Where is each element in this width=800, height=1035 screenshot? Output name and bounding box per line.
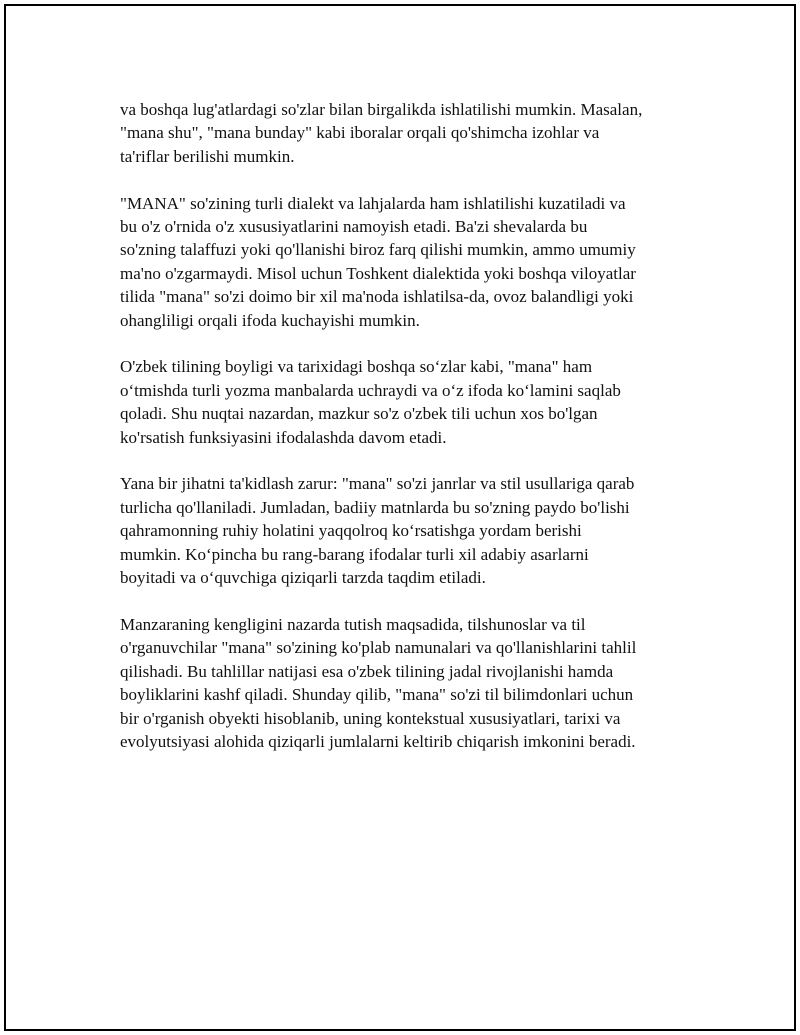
text-line: bu o'z o'rnida o'z xususiyatlarini namoyish etadi. Ba'zi shevalarda bu	[120, 217, 588, 237]
text-line: so'zning talaffuzi yoki qo'llanishi biroz farq qilishi mumkin, ammo umumiy	[120, 240, 636, 260]
paragraph	[120, 98, 700, 168]
document-body	[120, 98, 700, 777]
text-line: tilida "mana" so'zi doimo bir xil ma'noda ishlatilsa-da, ovoz balandligi yoki	[120, 287, 634, 307]
paragraph	[120, 472, 700, 589]
text-line: Yana bir jihatni ta'kidlash zarur: "mana" so'zi janrlar va stil usullariga qarab	[120, 474, 635, 494]
text-line: Manzaraning kengligini nazarda tutish maqsadida, tilshunoslar va til	[120, 614, 586, 634]
text-line: boyliklarini kashf qiladi. Shunday qilib, "mana" so'zi til bilimdonlari uchun	[120, 685, 634, 705]
text-line: va boshqa lug'atlardagi so'zlar bilan birgalikda ishlatilishi mumkin. Masalan,	[120, 100, 643, 119]
text-line: boyitadi va o‘quvchiga qiziqarli tarzda taqdim etiladi.	[120, 568, 486, 588]
text-line: qilishadi. Bu tahlillar natijasi esa o'zbek tilining jadal rivojlanishi hamda	[120, 661, 614, 681]
text-line: "mana shu", "mana bunday" kabi iboralar orqali qo'shimcha izohlar va	[120, 123, 600, 143]
text-line: ma'no o'zgarmaydi. Misol uchun Toshkent dialektida yoki boshqa viloyatlar	[120, 263, 636, 283]
text-line: o‘tmishda turli yozma manbalarda uchraydi va o‘z ifoda ko‘lamini saqlab	[120, 380, 621, 400]
paragraph	[120, 192, 700, 332]
text-line: mumkin. Ko‘pincha bu rang-barang ifodalar turli xil adabiy asarlarni	[120, 544, 589, 564]
text-line: ohangliligi orqali ifoda kuchayishi mumkin.	[120, 310, 420, 330]
text-line: ta'riflar berilishi mumkin.	[120, 146, 295, 166]
paragraph	[120, 613, 700, 753]
text-line: ko'rsatish funksiyasini ifodalashda davom etadi.	[120, 427, 447, 447]
text-line: O'zbek tilining boyligi va tarixidagi boshqa so‘zlar kabi, "mana" ham	[120, 357, 593, 377]
paragraph	[120, 355, 700, 449]
text-line: qahramonning ruhiy holatini yaqqolroq ko‘rsatishga yordam berishi	[120, 521, 582, 541]
text-line: bir o'rganish obyekti hisoblanib, uning kontekstual xususiyatlari, tarixi va	[120, 708, 621, 728]
page-frame	[4, 4, 796, 1031]
text-line: "MANA" so'zining turli dialekt va lahjalarda ham ishlatilishi kuzatiladi va	[120, 193, 626, 213]
text-line: o'rganuvchilar "mana" so'zining ko'plab namunalari va qo'llanishlarini tahlil	[120, 638, 637, 658]
text-line: turlicha qo'llaniladi. Jumladan, badiiy matnlarda bu so'zning paydo bo'lishi	[120, 497, 630, 517]
text-line: evolyutsiyasi alohida qiziqarli jumlalarni keltirib chiqarish imkonini beradi.	[120, 731, 636, 751]
text-line: qoladi. Shu nuqtai nazardan, mazkur so'z o'zbek tili uchun xos bo'lgan	[120, 404, 598, 424]
